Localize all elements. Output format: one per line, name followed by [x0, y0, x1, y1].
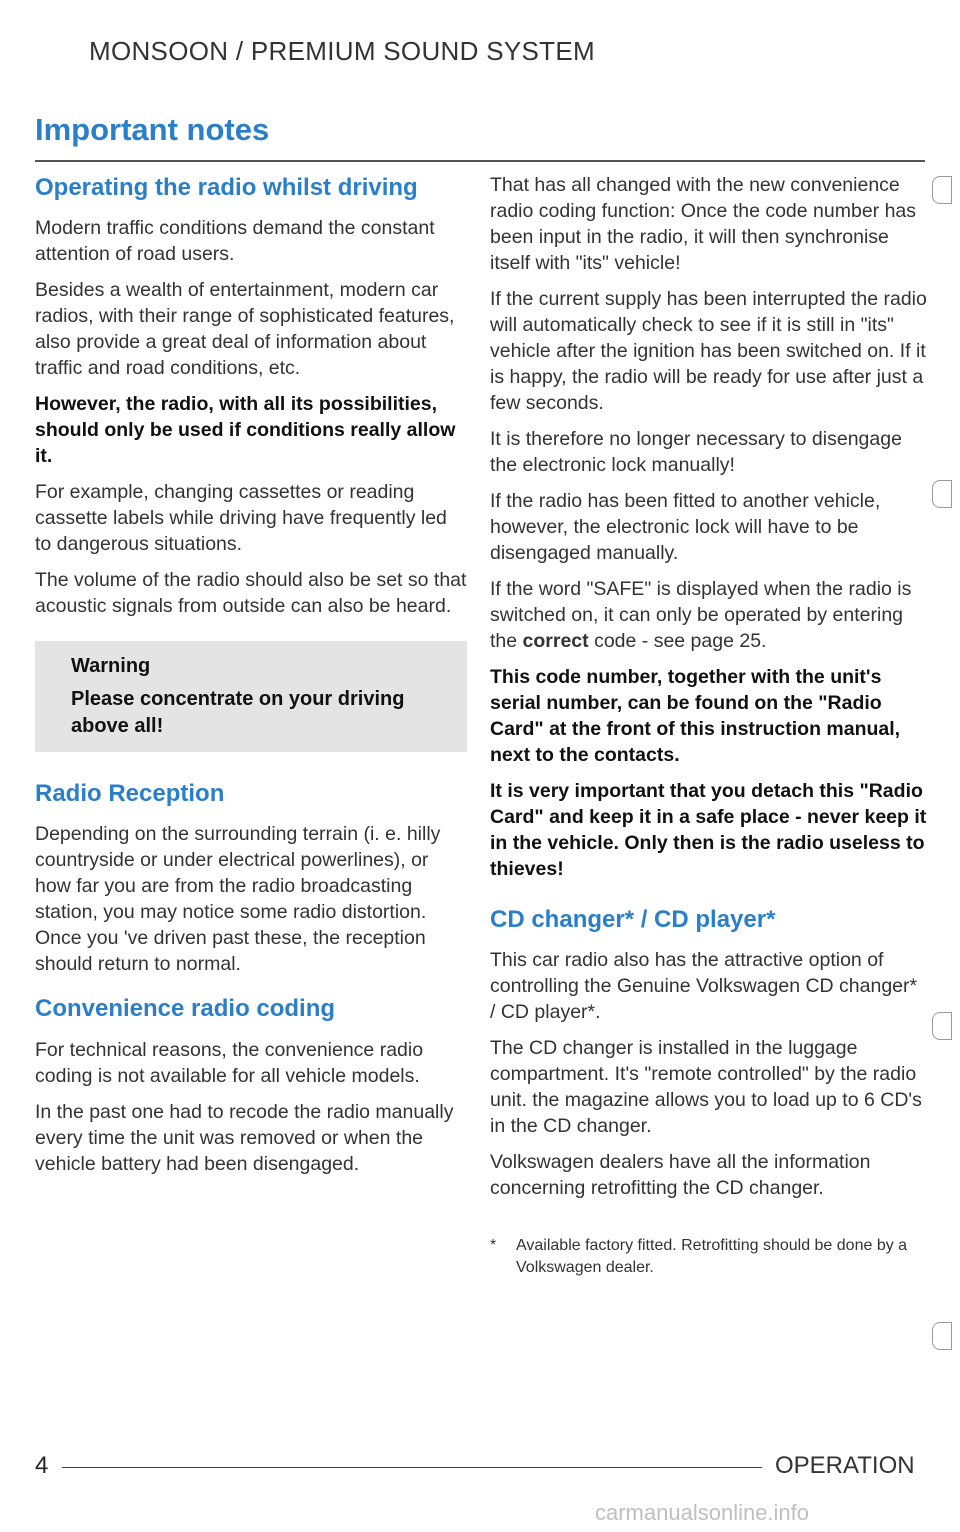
warning-text: Please concentrate on your driving above all!: [71, 688, 405, 738]
footnote-text: Available factory fitted. Retrofitting should be done by a Volkswagen dealer.: [516, 1237, 908, 1277]
bold-paragraph: This code number, together with the unit's serial number, can be found on the "Radio Card" at the front of this instruction manual, next to the contacts.: [490, 666, 901, 766]
page-number: 4: [35, 1452, 49, 1479]
safe-paragraph: [490, 576, 927, 654]
paragraph: Depending on the surrounding terrain (i. e. hilly countryside or under electrical powerlines), or how far you are from the radio broadcasting station, you may notice some radio distortion. Once you 've driven past these, the reception should return to normal.: [35, 823, 441, 976]
title-rule: [35, 160, 925, 162]
paragraph: This car radio also has the attractive option of controlling the Genuine Volkswagen CD changer* / CD player*.: [490, 949, 918, 1024]
paragraph: In the past one had to recode the radio manually every time the unit was removed or when the vehicle battery had been disengaged.: [35, 1100, 454, 1175]
footnote: [490, 1235, 927, 1279]
paragraph: Besides a wealth of entertainment, modern car radios, with their range of sophisticated features, also provide a great deal of information about traffic and road conditions, etc.: [35, 279, 455, 380]
warning-title: Warning: [71, 655, 151, 678]
right-column: [490, 172, 927, 1279]
heading-cd-changer: CD changer* / CD player*: [490, 906, 776, 933]
emphasis-correct: correct: [522, 630, 589, 652]
footer-rule: [62, 1467, 762, 1468]
margin-tab-icon: [932, 1012, 952, 1040]
paragraph: That has all changed with the new convenience radio coding function: Once the code number has been input in the radio, it will then synchronise itself with "its" vehicle!: [490, 174, 917, 274]
paragraph: For technical reasons, the convenience radio coding is not available for all vehicle models.: [35, 1038, 424, 1087]
paragraph: The CD changer is installed in the luggage compartment. It's "remote controlled" by the radio unit. the magazine allows you to load up to 6 CD's in the CD changer.: [490, 1037, 922, 1138]
watermark: carmanualsonline.info: [595, 1500, 810, 1525]
text-run: code - see page 25.: [588, 630, 767, 652]
paragraph: If the radio has been fitted to another vehicle, however, the electronic lock will have to be disengaged manually.: [490, 490, 881, 564]
paragraph: For example, changing cassettes or reading cassette labels while driving have frequently led to dangerous situations.: [35, 481, 447, 556]
paragraph: Volkswagen dealers have all the information concerning retrofitting the CD changer.: [490, 1151, 871, 1200]
paragraph: If the current supply has been interrupted the radio will automatically check to see if it is still in "its" vehicle after the ignition has been switched on. If it is happy, the radio will be ready for use after just a few seconds.: [490, 288, 927, 414]
text-run: If the word "SAFE" is displayed when the radio is switched on, it can only be operated by entering the: [490, 578, 912, 652]
paragraph: Modern traffic conditions demand the constant attention of road users.: [35, 217, 435, 266]
heading-convenience-coding: Convenience radio coding: [35, 995, 336, 1023]
running-header: MONSOON / PREMIUM SOUND SYSTEM: [89, 36, 595, 66]
bold-paragraph: However, the radio, with all its possibilities, should only be used if conditions really allow it.: [35, 393, 456, 468]
left-column: [35, 172, 467, 1187]
paragraph: The volume of the radio should also be set so that acoustic signals from outside can also be heard.: [35, 569, 467, 618]
heading-radio-reception: Radio Reception: [35, 780, 225, 808]
page-title: Important notes: [35, 112, 270, 147]
margin-tab-icon: [932, 480, 952, 508]
margin-tab-icon: [932, 1322, 952, 1350]
warning-box: [35, 641, 467, 752]
paragraph: It is therefore no longer necessary to disengage the electronic lock manually!: [490, 428, 902, 476]
footnote-marker: *: [490, 1237, 497, 1255]
heading-operating-radio: Operating the radio whilst driving: [35, 174, 418, 201]
section-label: OPERATION: [775, 1452, 915, 1479]
margin-tab-icon: [932, 176, 952, 204]
bold-paragraph: It is very important that you detach this "Radio Card" and keep it in a safe place - never keep it in the vehicle. Only then is the radio useless to thieves!: [490, 780, 927, 880]
